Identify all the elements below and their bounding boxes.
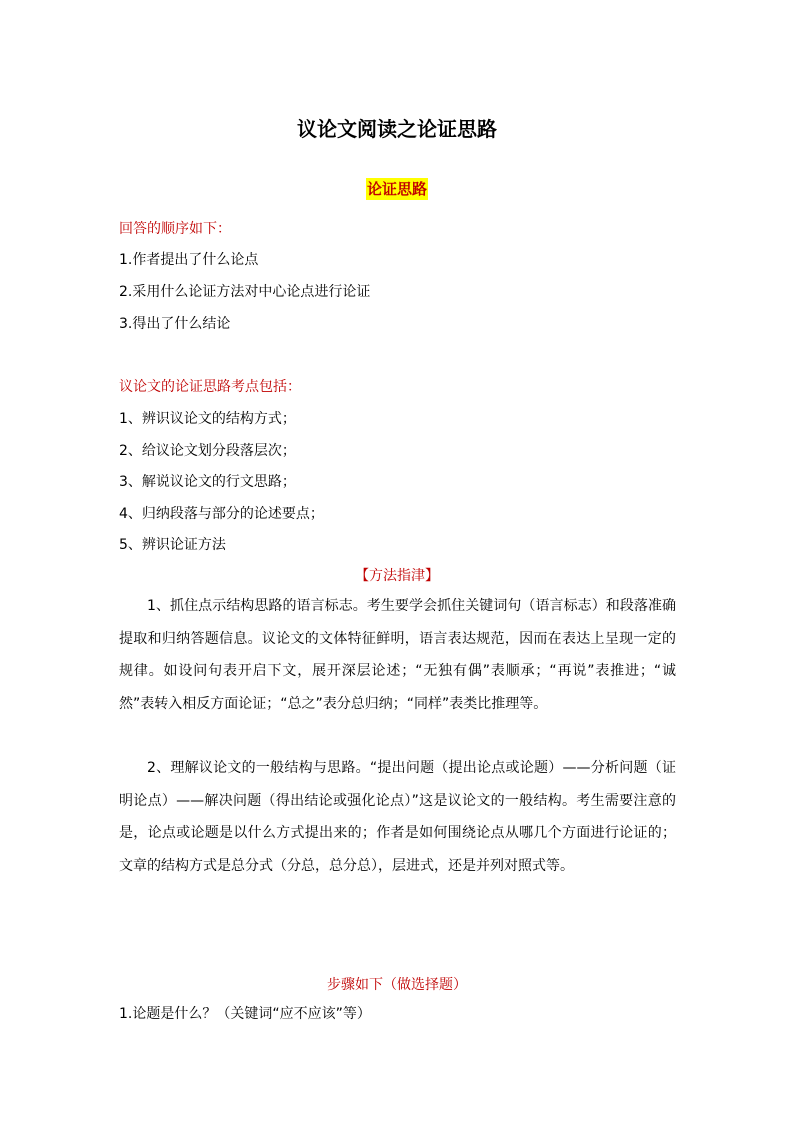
exam-point-item: 3、解说议论文的行文思路； bbox=[119, 474, 296, 490]
page-title: 议论文阅读之论证思路 bbox=[297, 117, 497, 141]
order-item: 2.采用什么论证方法对中心论点进行论证 bbox=[119, 284, 371, 300]
subtitle-container bbox=[0, 178, 794, 200]
exam-points-heading: 议论文的论证思路考点包括： bbox=[119, 379, 301, 395]
order-item: 1.作者提出了什么论点 bbox=[119, 252, 259, 268]
steps-heading: 步骤如下（做选择题） bbox=[327, 977, 467, 993]
exam-point-item: 1、辨识议论文的结构方式； bbox=[119, 411, 296, 427]
step-item: 1.论题是什么？（关键词“应不应该”等） bbox=[119, 1006, 371, 1022]
method-paragraph-2: 2、理解议论文的一般结构与思路。“提出问题（提出论点或论题）——分析问题（证明论点）——解决问题（得出结论或强化论点）”这是议论文的一般结构。考生需要注意的是，论点或论题是以什么方式提出来的；作者是如何围绕论点从哪几个方面进行论证的；文章的结构方式是总分式（分总，总分总），层进式，还是并列对照式等。 bbox=[119, 760, 676, 874]
order-heading: 回答的顺序如下： bbox=[119, 221, 231, 237]
exam-point-item: 2、给议论文划分段落层次； bbox=[119, 443, 296, 459]
exam-point-item: 5、辨识论证方法 bbox=[119, 537, 226, 553]
order-item: 3.得出了什么结论 bbox=[119, 316, 231, 332]
method-paragraph-1: 1、抓住点示结构思路的语言标志。考生要学会抓住关键词句（语言标志）和段落准确提取和归纳答题信息。议论文的文体特征鲜明，语言表达规范，因而在表达上呈现一定的规律。如设问句表开启下文，展开深层论述；“无独有偶”表顺承；“再说”表推进；“诚然”表转入相反方面论证；“总之”表分总归纳；“同样”表类比推理等。 bbox=[119, 598, 676, 712]
subtitle-highlight: 论证思路 bbox=[366, 180, 427, 198]
method-guide-heading: 【方法指津】 bbox=[355, 568, 439, 584]
exam-point-item: 4、归纳段落与部分的论述要点； bbox=[119, 506, 324, 522]
